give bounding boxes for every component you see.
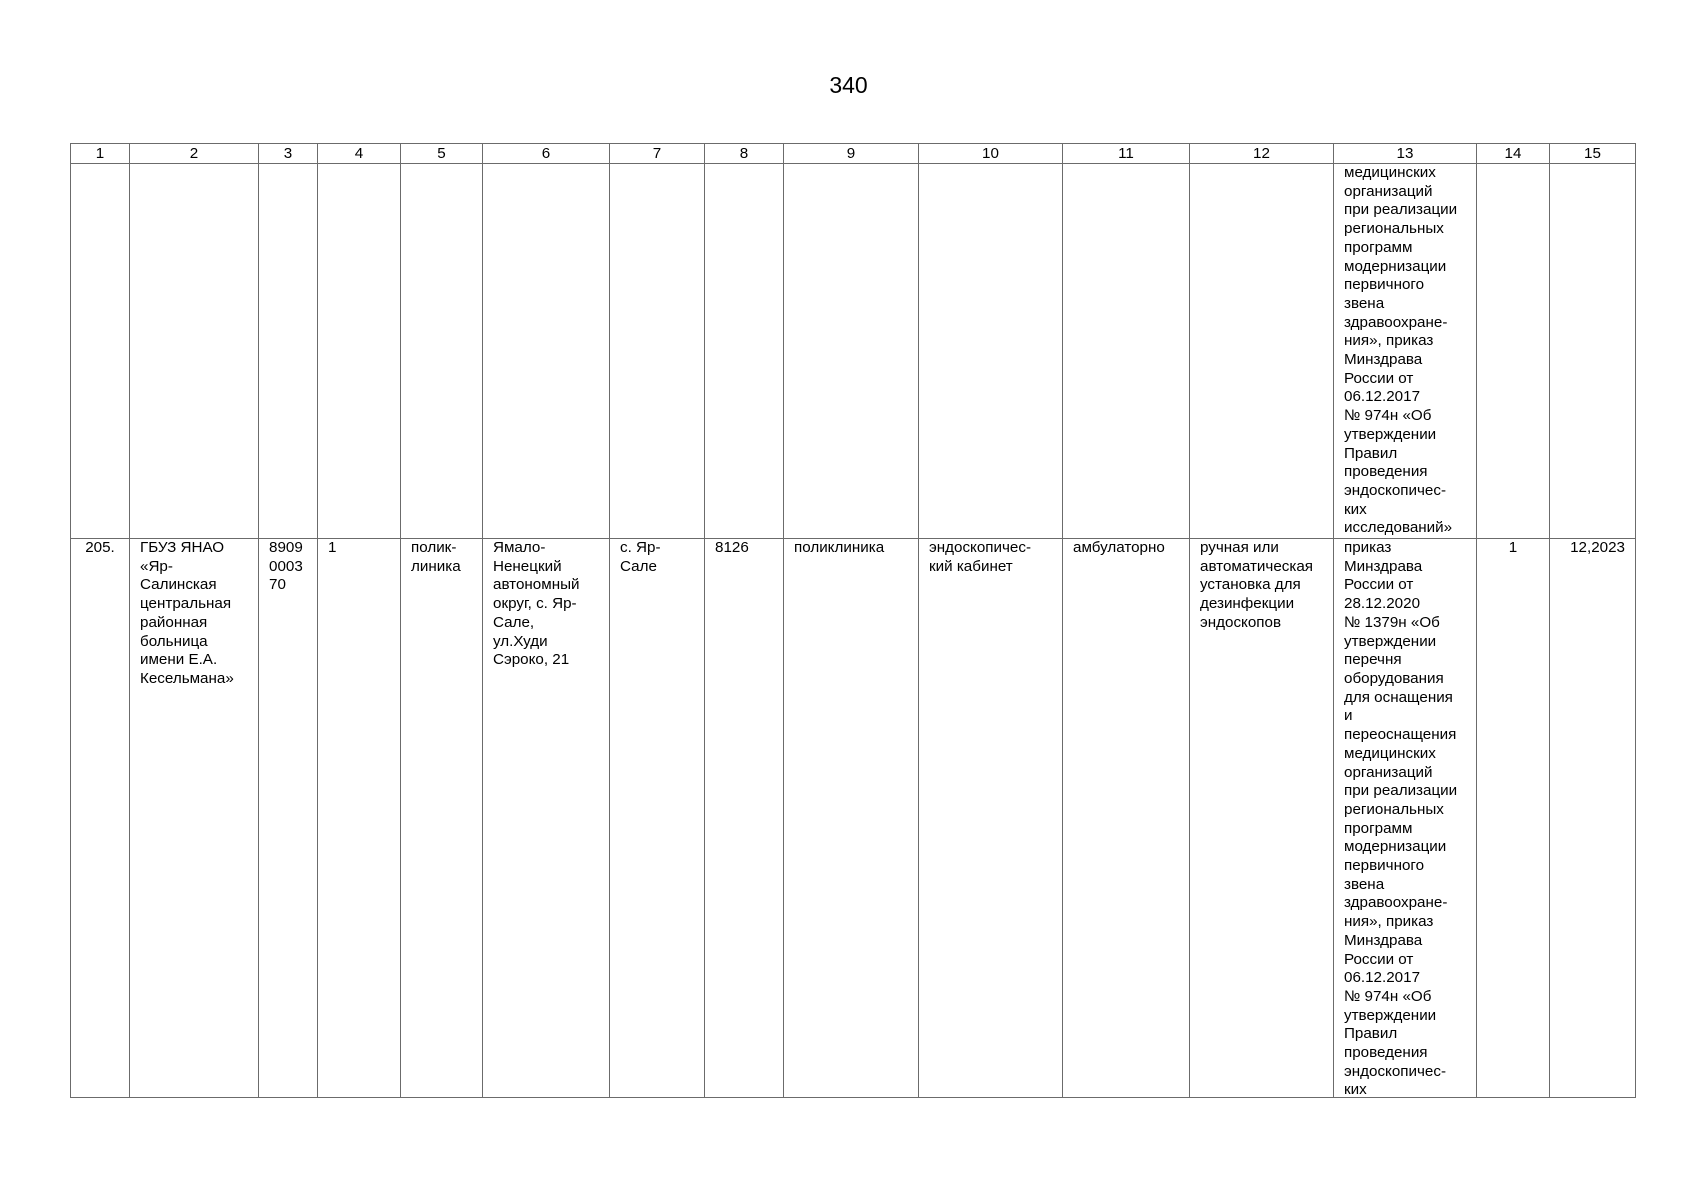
column-header: 13 <box>1334 144 1477 164</box>
column-header: 8 <box>705 144 784 164</box>
table-cell <box>1190 164 1334 539</box>
header-row <box>71 144 1636 164</box>
legal-basis-cell: медицинских организаций при реализации региональных программ модернизации первичного звена здравоохране- ния», приказ Минздрава России от 06.12.2017 № 974н «Об утверждении Правил проведения эндоскопичес- ких исследований» <box>1334 164 1477 539</box>
inn-cell: 8909 0003 70 <box>259 539 318 1098</box>
table-cell <box>610 164 705 539</box>
care-conditions-cell: амбулаторно <box>1063 539 1190 1098</box>
table-cell <box>1063 164 1190 539</box>
page-number: 340 <box>829 72 868 98</box>
equipment-cell: ручная или автоматическая установка для дезинфекции эндоскопов <box>1190 539 1334 1098</box>
column-header: 7 <box>610 144 705 164</box>
column-header: 14 <box>1477 144 1550 164</box>
legal-basis-text: приказ Минздрава России от 28.12.2020 № 1379н «Об утверждении перечня оборудования для оснащения и переоснащения медицинских организаций при реализации региональных программ модернизации первичного звена здравоохране- ния», приказ Минздрава России от 06.12.2017 № 974н «Об утверждении Правил проведения эндоскопичес- ких <box>1344 539 1458 1098</box>
population-cell: 8126 <box>705 539 784 1098</box>
column-header: 4 <box>318 144 401 164</box>
table-cell <box>401 164 483 539</box>
quantity-cell: 1 <box>1477 539 1550 1098</box>
table-cell <box>483 164 610 539</box>
facility-type-cell: полик- линика <box>401 539 483 1098</box>
column-header: 1 <box>71 144 130 164</box>
column-header: 11 <box>1063 144 1190 164</box>
equipment-table <box>70 143 1636 1098</box>
table-cell <box>919 164 1063 539</box>
table-row <box>71 539 1636 1098</box>
table-row-continuation <box>71 164 1636 539</box>
unit-cell: поликлиника <box>784 539 919 1098</box>
column-header: 12 <box>1190 144 1334 164</box>
table-cell <box>1550 164 1636 539</box>
column-header: 15 <box>1550 144 1636 164</box>
table-cell <box>705 164 784 539</box>
legal-basis-cell <box>1334 539 1477 1098</box>
row-number-cell: 205. <box>71 539 130 1098</box>
column-header: 3 <box>259 144 318 164</box>
deadline-cell: 12,2023 <box>1550 539 1636 1098</box>
table-cell <box>130 164 259 539</box>
column-header: 10 <box>919 144 1063 164</box>
column-header: 5 <box>401 144 483 164</box>
settlement-cell: с. Яр- Сале <box>610 539 705 1098</box>
table-cell <box>784 164 919 539</box>
organization-cell: ГБУЗ ЯНАО «Яр- Салинская центральная районная больница имени Е.А. Кесельмана» <box>130 539 259 1098</box>
table-cell <box>259 164 318 539</box>
count-cell: 1 <box>318 539 401 1098</box>
table-cell <box>1477 164 1550 539</box>
table-cell <box>318 164 401 539</box>
column-header: 9 <box>784 144 919 164</box>
column-header: 2 <box>130 144 259 164</box>
department-cell: эндоскопичес- кий кабинет <box>919 539 1063 1098</box>
address-cell: Ямало- Ненецкий автономный округ, с. Яр- Сале, ул.Худи Сэроко, 21 <box>483 539 610 1098</box>
column-header: 6 <box>483 144 610 164</box>
table-cell <box>71 164 130 539</box>
